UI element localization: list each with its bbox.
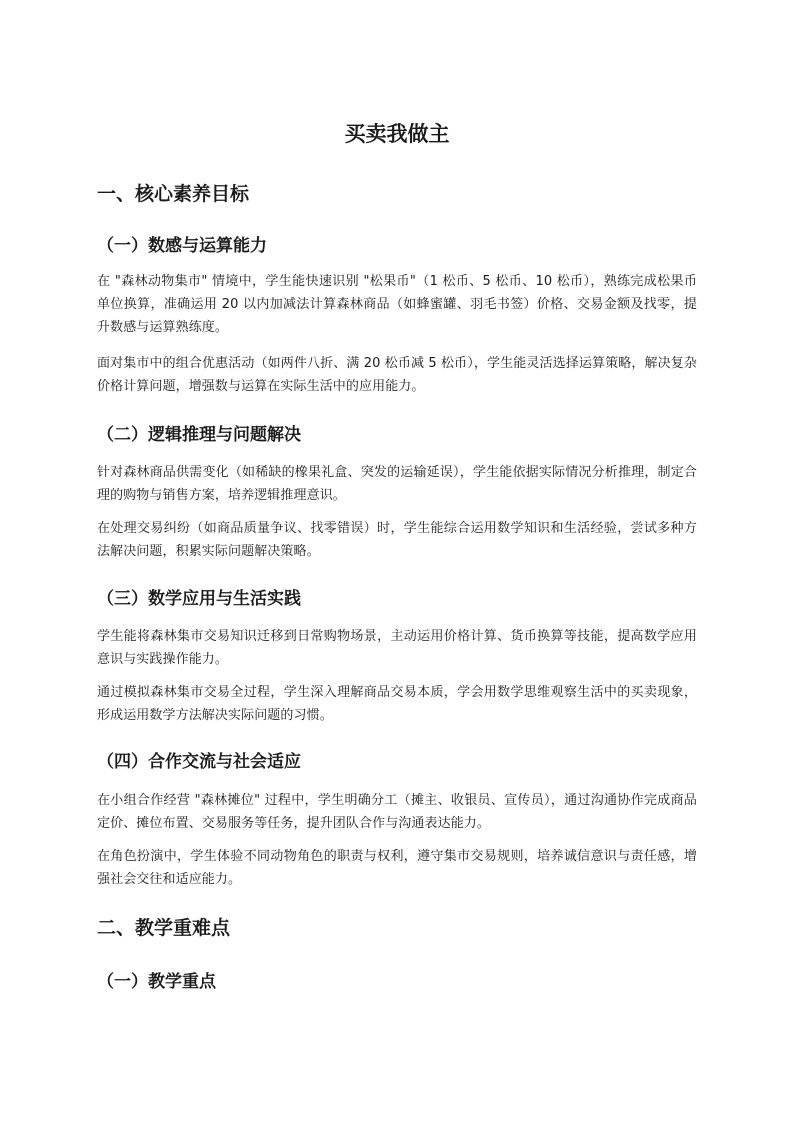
paragraph: 在角色扮演中，学生体验不同动物角色的职责与权利，遵守集市交易规则，培养诚信意识与责任感，增强社会交往和适应能力。	[97, 849, 697, 887]
paragraph: 针对森林商品供需变化（如稀缺的橡果礼盒、突发的运输延误），学生能依据实际情况分析推理，制定合理的购物与销售方案，培养逻辑推理意识。	[97, 465, 697, 503]
subsection-heading-number-sense: （一）数感与运算能力	[97, 236, 267, 256]
subsection-heading-cooperation: （四）合作交流与社会适应	[97, 752, 301, 772]
document-title: 买卖我做主	[344, 122, 450, 146]
paragraph: 在小组合作经营 "森林摊位" 过程中，学生明确分工（摊主、收银员、宣传员），通过沟通协作完成商品定价、摊位布置、交易服务等任务，提升团队合作与沟通表达能力。	[97, 793, 697, 831]
paragraph: 在处理交易纠纷（如商品质量争议、找零错误）时，学生能综合运用数学知识和生活经验，尝试多种方法解决问题，积累实际问题解决策略。	[97, 521, 697, 559]
paragraph: 通过模拟森林集市交易全过程，学生深入理解商品交易本质，学会用数学思维观察生活中的买卖现象，形成运用数学方法解决实际问题的习惯。	[97, 685, 697, 723]
section-heading-core-goals: 一、核心素养目标	[97, 183, 250, 205]
subsection-heading-logic: （二）逻辑推理与问题解决	[97, 425, 301, 445]
paragraph: 学生能将森林集市交易知识迁移到日常购物场景，主动运用价格计算、货币换算等技能，提高数学应用意识与实践操作能力。	[97, 629, 697, 667]
subsection-heading-math-application: （三）数学应用与生活实践	[97, 589, 301, 609]
paragraph: 在 "森林动物集市" 情境中，学生能快速识别 "松果币"（1 松币、5 松币、10 松币），熟练完成松果币单位换算，准确运用 20 以内加减法计算森林商品（如蜂蜜罐、羽毛书签）价格、交易金额及找零，提升数感与运算熟练度。	[97, 274, 697, 335]
section-heading-key-difficulties: 二、教学重难点	[97, 917, 231, 939]
subsection-heading-teaching-focus: （一）教学重点	[97, 972, 216, 992]
paragraph: 面对集市中的组合优惠活动（如两件八折、满 20 松币减 5 松币），学生能灵活选择运算策略，解决复杂价格计算问题，增强数与运算在实际生活中的应用能力。	[97, 356, 697, 394]
